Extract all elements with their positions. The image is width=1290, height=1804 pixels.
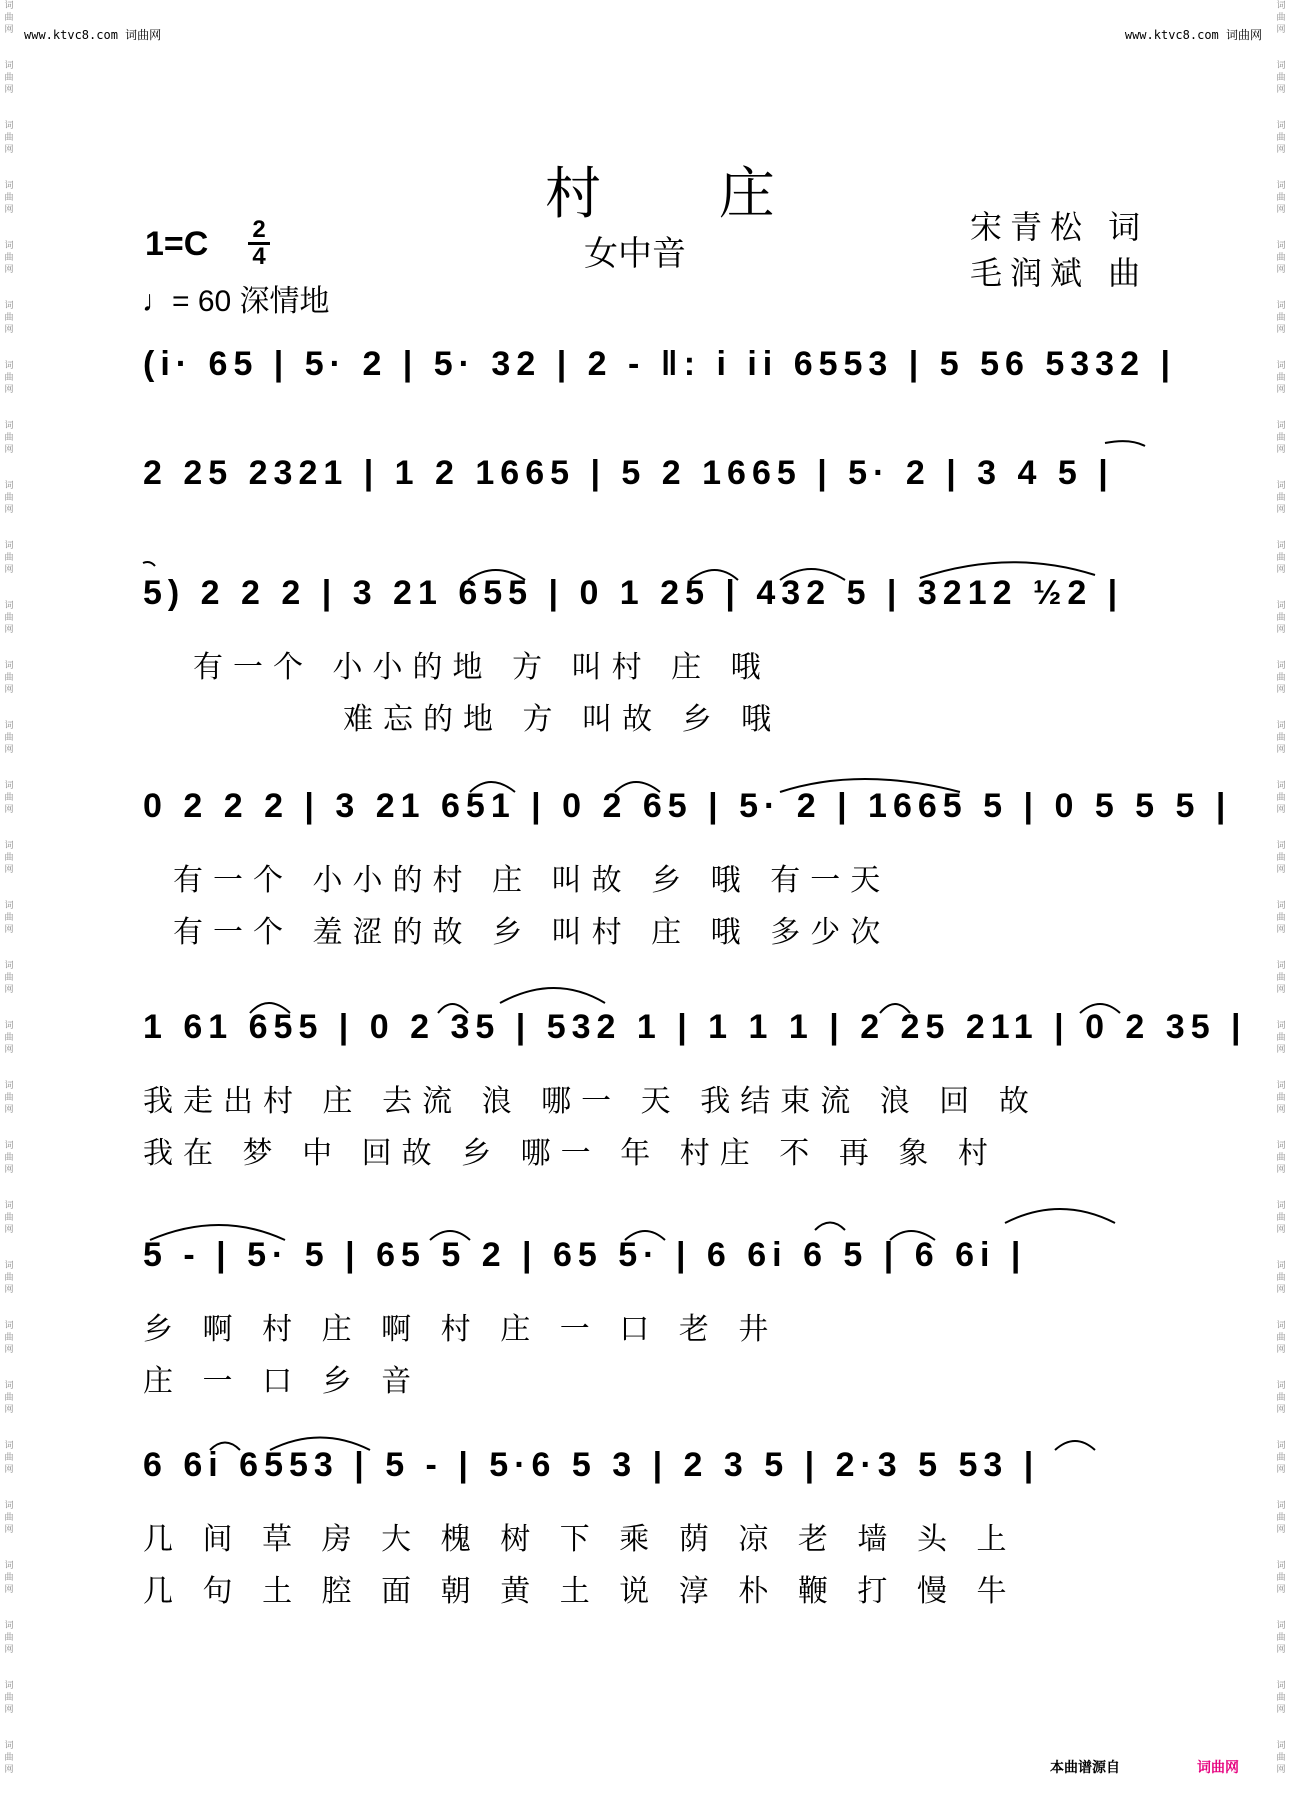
side-watermark-mark: 词 曲 网 — [4, 481, 14, 515]
side-watermark-mark: 词 曲 网 — [1276, 241, 1286, 275]
lyric-line-1: 几 间 草 房 大 槐 树 下 乘 荫 凉 老 墙 头 上 — [143, 1522, 1017, 1557]
slur-arc — [150, 1225, 285, 1240]
slur-arc — [1005, 1209, 1115, 1223]
side-watermark-mark: 词 曲 网 — [4, 1261, 14, 1295]
side-watermark-mark: 词 曲 网 — [4, 1141, 14, 1175]
side-watermark-mark: 词 曲 网 — [1276, 721, 1286, 755]
voice-type: 女中音 — [584, 234, 686, 274]
side-watermark-mark: 词 曲 网 — [4, 1321, 14, 1355]
side-watermark-mark: 词 曲 网 — [1276, 1681, 1286, 1715]
song-title: 村 庄 — [545, 162, 825, 227]
slur-arc — [1055, 1441, 1095, 1450]
side-watermark-mark: 词 曲 网 — [1276, 1501, 1286, 1535]
side-watermark-mark: 词 曲 网 — [4, 541, 14, 575]
lyric-line-2: 难忘的地 方 叫故 乡 哦 — [343, 702, 782, 737]
lyric-line-1: 我走出村 庄 去流 浪 哪一 天 我结束流 浪 回 故 — [143, 1084, 1039, 1119]
side-watermark-mark: 词 曲 网 — [4, 241, 14, 275]
side-watermark-mark: 词 曲 网 — [4, 601, 14, 635]
side-watermark-mark: 词 曲 网 — [1276, 1141, 1286, 1175]
side-watermark-mark: 词 曲 网 — [4, 61, 14, 95]
side-watermark-mark: 词 曲 网 — [1276, 1561, 1286, 1595]
side-watermark-mark: 词 曲 网 — [4, 901, 14, 935]
side-watermark-mark: 词 曲 网 — [4, 1681, 14, 1715]
staff-notes: 5) 2 2 2 | 3 21 655 | 0 1 25 | 432 5 | 3212 ½2 | — [143, 574, 1124, 612]
side-watermark-mark: 词 曲 网 — [4, 661, 14, 695]
slur-arc — [143, 562, 155, 566]
lyricist-credit: 宋青松 词 — [970, 208, 1149, 246]
slur-arc — [1105, 441, 1145, 446]
side-watermark-mark: 词 曲 网 — [1276, 661, 1286, 695]
composer-credit: 毛润斌 曲 — [970, 254, 1149, 292]
slur-arc — [250, 1003, 290, 1013]
staff-notes: 6 6i 6553 | 5 - | 5·6 5 3 | 2 3 5 | 2·3 5 53 | — [143, 1446, 1040, 1484]
slur-arc — [1080, 1004, 1120, 1013]
side-watermark-mark: 词 曲 网 — [4, 1081, 14, 1115]
side-watermark-mark: 词 曲 网 — [1276, 1081, 1286, 1115]
side-watermark-mark: 词 曲 网 — [4, 1441, 14, 1475]
slur-arc — [920, 562, 1095, 578]
side-watermark-mark: 词 曲 网 — [4, 1021, 14, 1055]
staff-notes: (i· 65 | 5· 2 | 5· 32 | 2 - ‖: i ii 6553 | 5 56 5332 | — [143, 345, 1176, 383]
lyric-line-2: 庄 一 口 乡 音 — [143, 1364, 422, 1399]
slur-arc — [615, 782, 660, 792]
slur-arc — [890, 1231, 935, 1240]
side-watermark-mark: 词 曲 网 — [4, 1501, 14, 1535]
time-signature-bottom: 4 — [248, 242, 270, 269]
slur-arc — [780, 779, 960, 792]
side-watermark-mark: 词 曲 网 — [4, 781, 14, 815]
slur-arc — [780, 569, 845, 580]
staff-notes: 2 25 2321 | 1 2 1665 | 5 2 1665 | 5· 2 | 3 4 5 | — [143, 454, 1114, 492]
side-watermark-mark: 词 曲 网 — [4, 841, 14, 875]
key-signature: 1=C — [145, 225, 209, 263]
side-watermark-mark: 词 曲 网 — [1276, 601, 1286, 635]
side-watermark-mark: 词 曲 网 — [4, 1561, 14, 1595]
side-watermark-mark: 词 曲 网 — [4, 1741, 14, 1775]
lyric-line-2: 有一个 羞涩的故 乡 叫村 庄 哦 多少次 — [173, 915, 891, 950]
slur-arc — [438, 1004, 468, 1013]
slur-arc — [270, 1438, 370, 1451]
lyric-line-1: 有一个 小小的地 方 叫村 庄 哦 — [193, 650, 771, 685]
lyric-line-2: 我在 梦 中 回故 乡 哪一 年 村庄 不 再 象 村 — [143, 1136, 998, 1171]
side-watermark-mark: 词 曲 网 — [1276, 481, 1286, 515]
side-watermark-mark: 词 曲 网 — [4, 1381, 14, 1415]
time-signature-top: 2 — [252, 216, 266, 243]
site-url-right: www.ktvc8.com 词曲网 — [1124, 28, 1262, 42]
source-label: 本曲谱源自 — [1050, 1760, 1120, 1776]
side-watermark-mark: 词 曲 网 — [1276, 1621, 1286, 1655]
side-watermark-mark: 词 曲 网 — [4, 721, 14, 755]
slur-arc — [500, 988, 605, 1003]
side-watermark-mark: 词 曲 网 — [1276, 421, 1286, 455]
side-watermark-mark: 词 曲 网 — [1276, 1441, 1286, 1475]
side-watermark-mark: 词 曲 网 — [1276, 841, 1286, 875]
side-watermark-mark: 词 曲 网 — [4, 301, 14, 335]
staff-notes: 1 61 655 | 0 2 35 | 532 1 | 1 1 1 | 2 25 211 | 0 2 35 | — [143, 1008, 1247, 1046]
side-watermark-mark: 词 曲 网 — [1276, 1, 1286, 35]
side-watermark-mark: 词 曲 网 — [1276, 181, 1286, 215]
side-watermark-mark: 词 曲 网 — [1276, 1381, 1286, 1415]
side-watermark-mark: 词 曲 网 — [4, 1, 14, 35]
lyric-line-1: 乡 啊 村 庄 啊 村 庄 一 口 老 井 — [143, 1312, 779, 1347]
side-watermark-mark: 词 曲 网 — [1276, 961, 1286, 995]
side-watermark-mark: 词 曲 网 — [1276, 1321, 1286, 1355]
side-watermark-mark: 词 曲 网 — [1276, 1021, 1286, 1055]
slur-arc — [815, 1223, 845, 1231]
side-watermark-mark: 词 曲 网 — [1276, 361, 1286, 395]
side-watermark-mark: 词 曲 网 — [4, 421, 14, 455]
side-watermark-mark: 词 曲 网 — [4, 1621, 14, 1655]
site-url-left: www.ktvc8.com 词曲网 — [24, 28, 162, 42]
side-watermark-mark: 词 曲 网 — [1276, 781, 1286, 815]
slur-arc — [430, 1231, 470, 1240]
source-brand-link[interactable]: 词曲网 — [1197, 1760, 1239, 1776]
slur-arc — [468, 570, 525, 580]
tempo-marking: ♩= 60 深情地 — [142, 285, 330, 318]
side-watermark-mark: 词 曲 网 — [1276, 901, 1286, 935]
slur-arc — [210, 1443, 240, 1451]
side-watermark-mark: 词 曲 网 — [4, 961, 14, 995]
slur-arc — [470, 782, 515, 792]
side-watermark-mark: 词 曲 网 — [1276, 1261, 1286, 1295]
staff-notes: 5 - | 5· 5 | 65 5 2 | 65 5· | 6 6i 6 5 | 6 6i | — [143, 1236, 1027, 1274]
side-watermark-mark: 词 曲 网 — [1276, 121, 1286, 155]
lyric-line-2: 几 句 土 腔 面 朝 黄 土 说 淳 朴 鞭 打 慢 牛 — [143, 1574, 1017, 1609]
side-watermark-mark: 词 曲 网 — [4, 1201, 14, 1235]
side-watermark-mark: 词 曲 网 — [1276, 61, 1286, 95]
slur-arc — [625, 1231, 665, 1240]
side-watermark-mark: 词 曲 网 — [4, 121, 14, 155]
side-watermark-mark: 词 曲 网 — [1276, 301, 1286, 335]
slur-arc — [690, 570, 738, 580]
side-watermark-mark: 词 曲 网 — [1276, 541, 1286, 575]
slur-arc — [880, 1004, 910, 1013]
side-watermark-mark: 词 曲 网 — [1276, 1201, 1286, 1235]
lyric-line-1: 有一个 小小的村 庄 叫故 乡 哦 有一天 — [173, 863, 891, 898]
side-watermark-mark: 词 曲 网 — [4, 181, 14, 215]
side-watermark-mark: 词 曲 网 — [4, 361, 14, 395]
staff-notes: 0 2 2 2 | 3 21 651 | 0 2 65 | 5· 2 | 1665 5 | 0 5 5 5 | — [143, 787, 1232, 825]
side-watermark-mark: 词 曲 网 — [1276, 1741, 1286, 1775]
